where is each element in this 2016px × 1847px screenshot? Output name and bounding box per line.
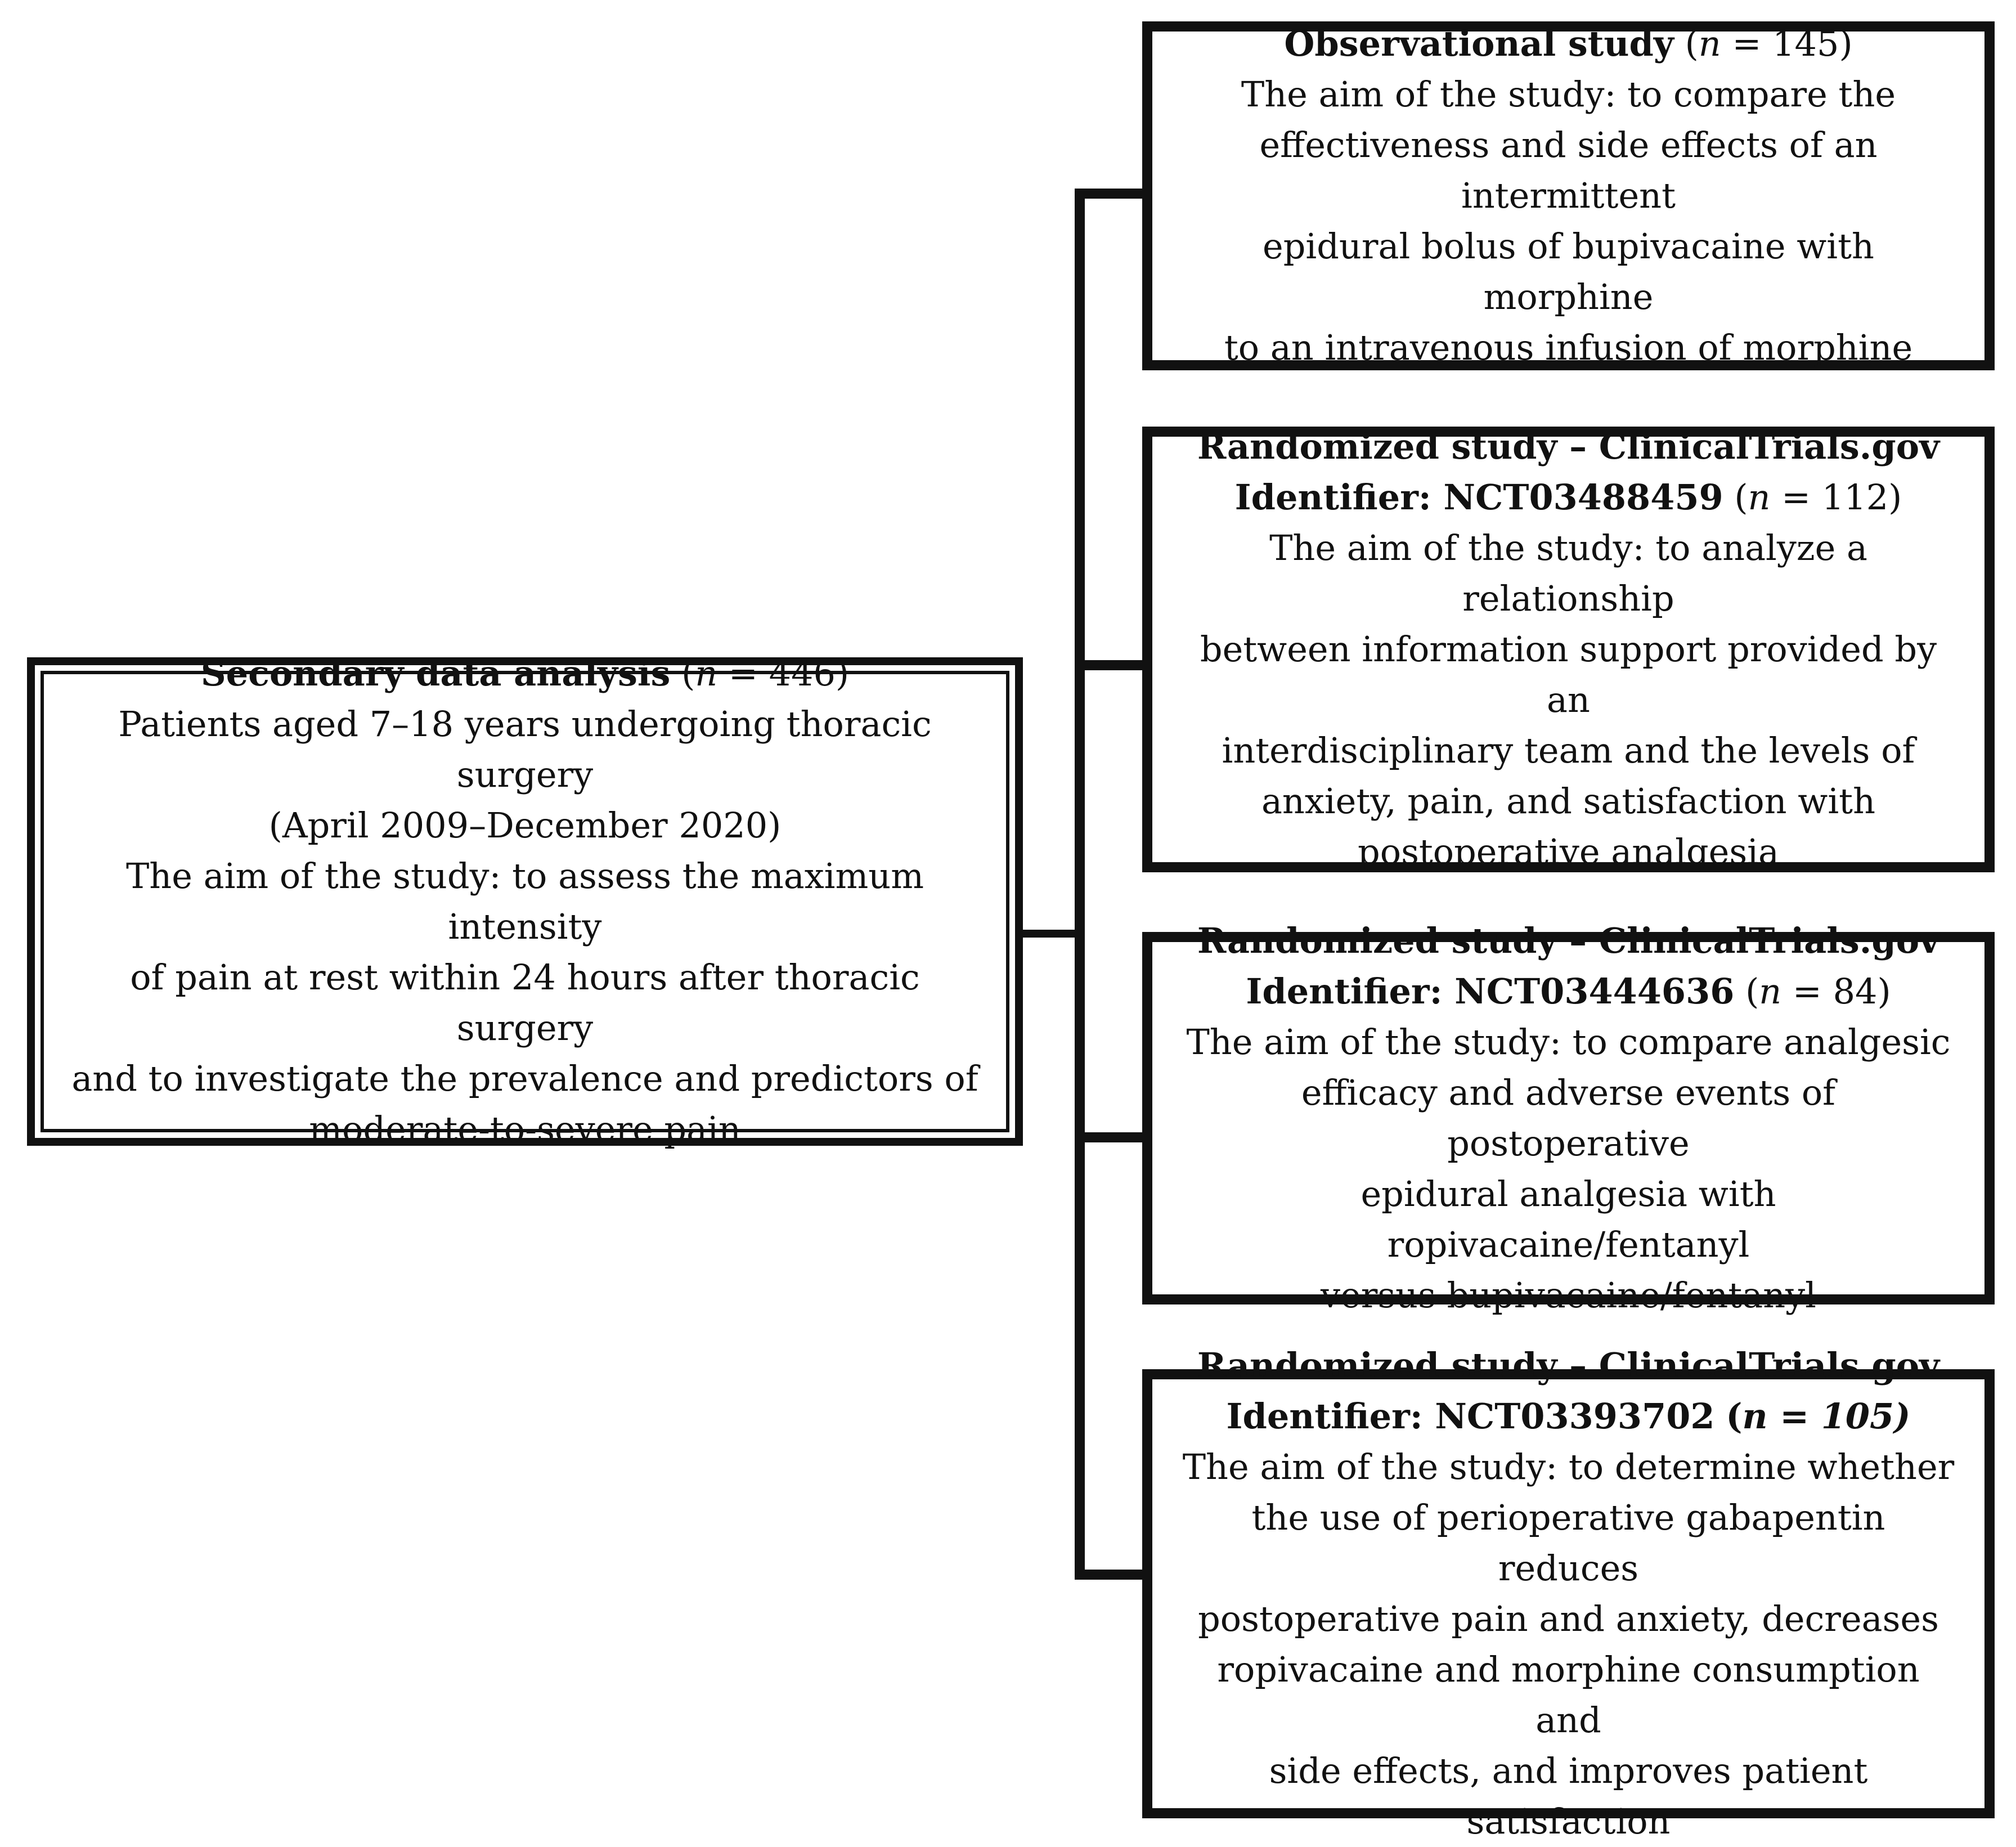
study-aim-line: anxiety, pain, and satisfaction with bbox=[1261, 781, 1876, 822]
study-n: = 84) bbox=[1781, 971, 1891, 1012]
secondary-analysis-title: Secondary data analysis (n = 446) bbox=[200, 653, 850, 694]
study-aim-line: efficacy and adverse events of postoperative bbox=[1301, 1072, 1836, 1164]
secondary-analysis-population: Patients aged 7–18 years undergoing thoracic surgery bbox=[118, 703, 932, 795]
secondary-analysis-n: = 446) bbox=[717, 653, 850, 694]
randomized-study-nct03488459-box bbox=[1142, 427, 1995, 872]
randomized-study-nct03393702-box bbox=[1142, 1345, 1995, 1842]
study-title: Randomized study – ClinicalTrials.gov bbox=[1197, 426, 1940, 467]
study-aim-line: side effects, and improves patient satisfaction bbox=[1269, 1750, 1868, 1842]
study-n: = 145) bbox=[1721, 23, 1853, 64]
study-n: = 112) bbox=[1770, 477, 1902, 518]
study-title: Randomized study – ClinicalTrials.gov bbox=[1197, 920, 1940, 961]
study-aim-line: ropivacaine and morphine consumption and bbox=[1217, 1649, 1920, 1741]
secondary-analysis-aim-line: The aim of the study: to assess the maximum intensity bbox=[125, 855, 924, 947]
study-aim-line: the use of perioperative gabapentin reduces bbox=[1251, 1497, 1885, 1589]
secondary-analysis-title-bold: Secondary data analysis bbox=[200, 653, 671, 694]
study-aim-line: The aim of the study: to analyze a relationship bbox=[1269, 527, 1867, 619]
study-aim-line: The aim of the study: to compare the bbox=[1241, 74, 1896, 115]
study-aim-line: effectiveness and side effects of an intermittent bbox=[1259, 124, 1878, 216]
study-aim-line: versus bupivacaine/fentanyl bbox=[1320, 1275, 1817, 1316]
secondary-analysis-aim-line: of pain at rest within 24 hours after thoracic surgery bbox=[130, 957, 920, 1048]
study-aim-line: The aim of the study: to determine whether bbox=[1182, 1446, 1955, 1487]
branch-line-3 bbox=[1075, 1132, 1151, 1142]
secondary-analysis-period: (April 2009–December 2020) bbox=[268, 805, 782, 846]
secondary-analysis-aim-line: and to investigate the prevalence and predictors of bbox=[71, 1058, 978, 1099]
branch-line-1 bbox=[1075, 189, 1151, 199]
study-identifier: Identifier: NCT03488459 (n = 112) bbox=[1234, 477, 1902, 518]
study-aim-line: epidural bolus of bupivacaine with morphine bbox=[1263, 226, 1874, 317]
randomized-study-nct03444636-box bbox=[1142, 920, 1995, 1316]
study-title: Randomized study – ClinicalTrials.gov bbox=[1197, 1345, 1940, 1386]
study-aim-line: between information support provided by an bbox=[1200, 629, 1937, 720]
branch-line-4 bbox=[1075, 1570, 1151, 1580]
study-aim-line: postoperative pain and anxiety, decreases bbox=[1198, 1598, 1939, 1639]
study-aim-line: to an intravenous infusion of morphine bbox=[1224, 327, 1913, 368]
study-aim-line: interdisciplinary team and the levels of bbox=[1222, 730, 1915, 771]
secondary-analysis-inner-border bbox=[41, 653, 1009, 1150]
study-identifier: Identifier: NCT03393702 (n = 105) bbox=[1226, 1396, 1911, 1437]
main-to-trunk-line bbox=[1023, 930, 1077, 938]
study-identifier: Identifier: NCT03444636 (n = 84) bbox=[1246, 971, 1891, 1012]
study-n: = 105) bbox=[1767, 1396, 1911, 1437]
study-aim-line: epidural analgesia with ropivacaine/fentanyl bbox=[1361, 1173, 1776, 1265]
branch-line-2 bbox=[1075, 660, 1151, 670]
secondary-analysis-box bbox=[27, 653, 1023, 1150]
secondary-analysis-aim-line: moderate-to-severe pain bbox=[309, 1109, 741, 1150]
study-title: Observational study (n = 145) bbox=[1284, 23, 1853, 64]
study-aim-line: The aim of the study: to compare analgesic bbox=[1186, 1021, 1951, 1063]
vertical-trunk-line bbox=[1075, 189, 1085, 1580]
study-aim-line: postoperative analgesia bbox=[1358, 831, 1779, 872]
observational-study-box bbox=[1142, 21, 1995, 370]
